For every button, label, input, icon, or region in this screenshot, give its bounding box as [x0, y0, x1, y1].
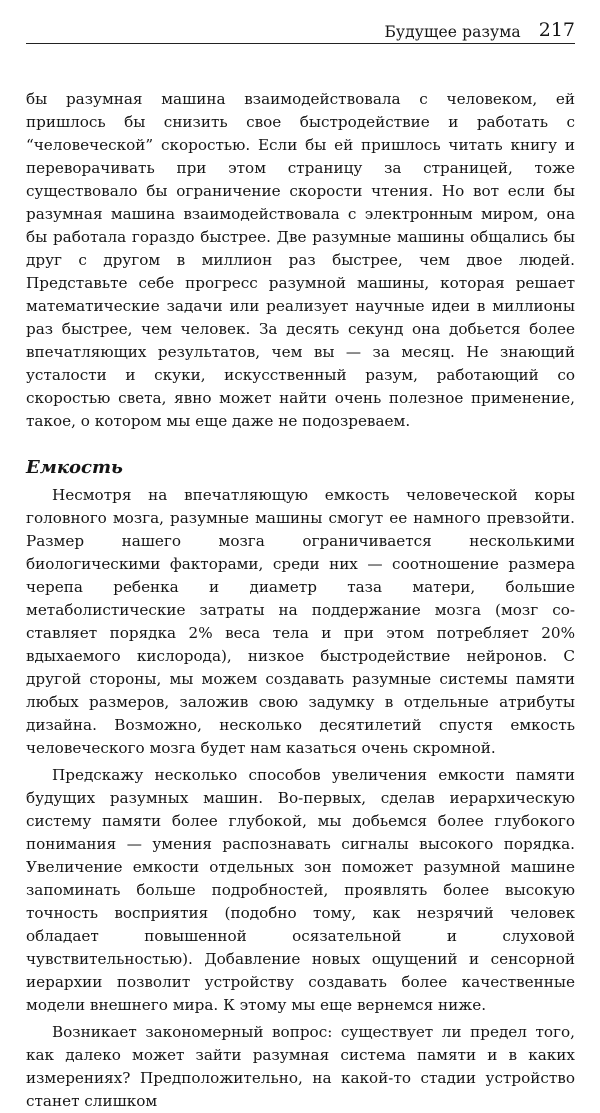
- running-header: [26, 14, 575, 44]
- body-text: [26, 88, 575, 1113]
- running-title: Будущее разума: [384, 22, 521, 41]
- paragraph-capacity-limits: Возникает закономерный вопрос: существует ли предел того, как далеко может зайти разумная система памяти и в каких измерениях? Предположительно, на какой-то стадии устройство станет слишком: [26, 1023, 575, 1110]
- page-number: 217: [538, 19, 575, 41]
- paragraph-continuation: бы разумная машина взаимодействовала с человеком, ей пришлось бы снизить свое быстродействие и работать с “человеческой” скоростью. Если бы ей пришлось читать книгу и переворачивать при этом страницу за страницей, тоже существовало бы ограничение скорости чтения. Но вот если бы разумная машина взаимодействовала с электронным миром, она бы работала гораздо быстрее. Две разумные машины общались бы друг с другом в миллион раз быстрее, чем двое людей. Представьте себе прогресс разумной машины, которая решает математические задачи или реализует научные идеи в миллионы раз быстрее, чем человек. За десять секунд она добьется более впечатляющих результатов, чем вы — за месяц. Не знающий усталости и скуки, искусственный разум, работающий со скоростью света, явно может найти очень полезное применение, такое, о котором мы еще даже не подозреваем.: [26, 90, 575, 430]
- paragraph-capacity-methods: Предскажу несколько способов увеличения емкости памяти будущих разумных машин. Во-первых, сделав иерархическую систему памяти более глубокой, мы добьемся более глубокого понимания — умения распознавать сигналы высокого порядка. Увеличение емкости отдельных зон поможет разумной машине запоминать больше подробностей, проявлять более высокую точность восприятия (подобно тому, как незрячий человек обладает повышенной осязательной и слуховой чувствительностью). Добавление новых ощущений и сенсорной иерархии позволит устройству создавать более качественные модели внешнего мира. К этому мы еще вернемся ниже.: [26, 766, 575, 1014]
- section-heading: Емкость: [26, 457, 123, 478]
- paragraph-capacity-intro: Несмотря на впечатляющую емкость человеческой коры головного мозга, разумные машины смогут ее намного превзойти. Размер нашего мозга ограничивается несколькими биологическими факторами, среди них — соотношение размера черепа ребенка и диаметр таза матери, большие метаболистические затраты на поддержание мозга (мозг составляет порядка 2% веса тела и при этом потребляет 20% вдыхаемого кислорода), низкое быстродействие нейронов. С другой стороны, мы можем создавать разумные системы памяти любых размеров, заложив свою задумку в отдельные атрибуты дизайна. Возможно, несколько десятилетий спустя емкость человеческого мозга будет нам казаться очень скромной.: [26, 486, 575, 757]
- book-page: [26, 14, 575, 1113]
